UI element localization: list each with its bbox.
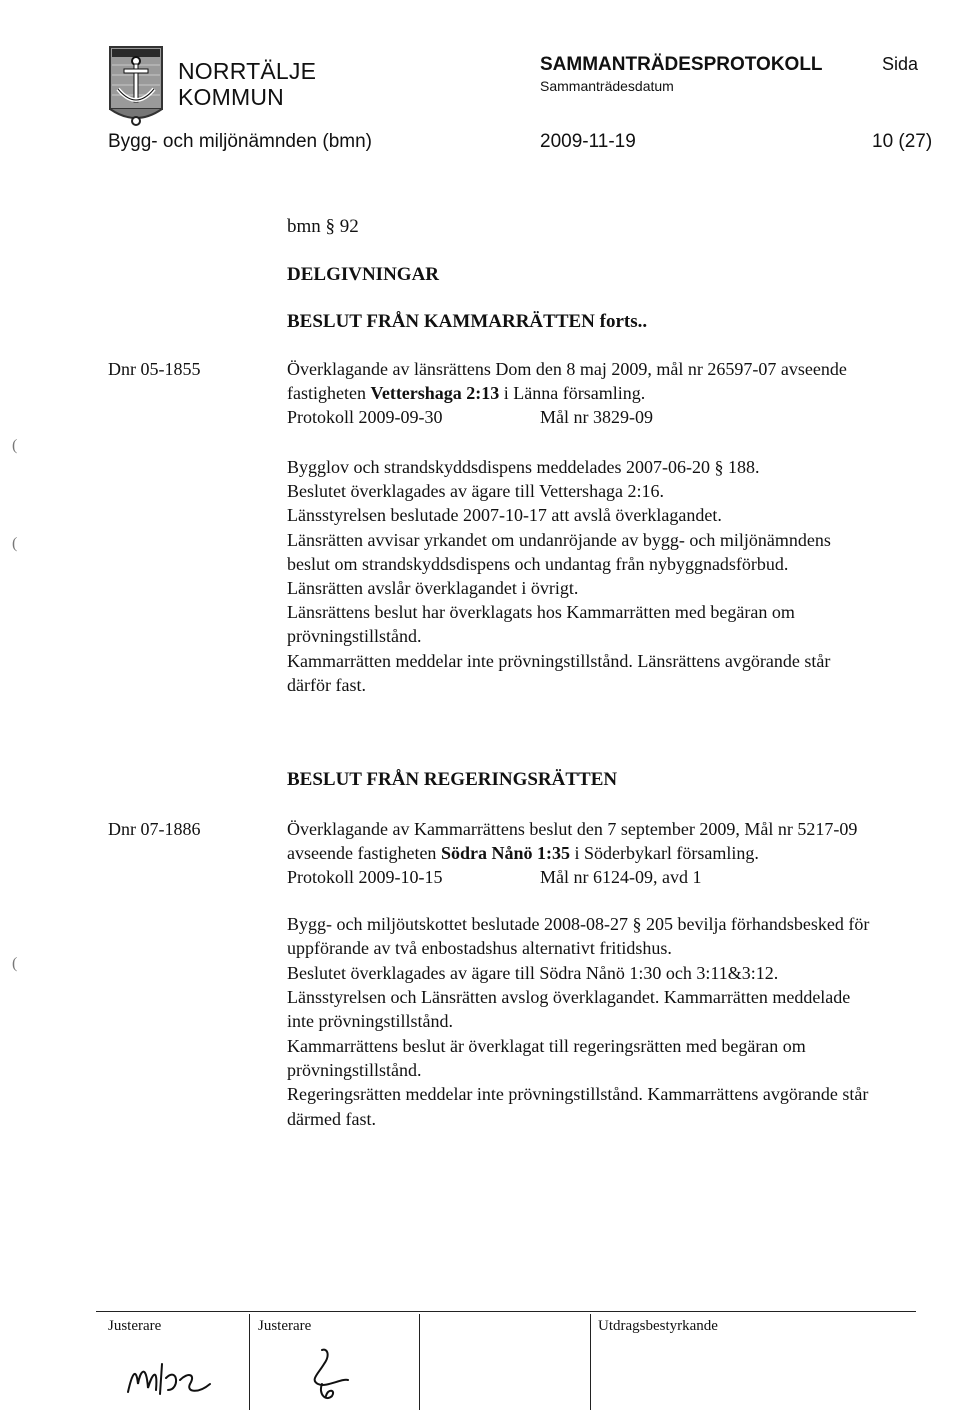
approver-label: Justerare bbox=[108, 1318, 162, 1334]
case-text-line: Beslutet överklagades av ägare till Södra Nånö 1:30 och 3:11&3:12. bbox=[287, 963, 779, 983]
case-text-line: Länsstyrelsen och Länsrätten avslog överklagandet. Kammarrätten meddelade bbox=[287, 987, 851, 1007]
case-dnr: Dnr 07-1886 bbox=[108, 819, 201, 839]
court-case-number: Mål nr 6124-09, avd 1 bbox=[540, 867, 702, 887]
case-intro-text: avseende fastigheten bbox=[287, 843, 441, 863]
page-number: 10 (27) bbox=[872, 131, 933, 152]
paragraph-reference: bmn § 92 bbox=[287, 216, 359, 237]
document-type-title: SAMMANTRÄDESPROTOKOLL bbox=[540, 54, 823, 75]
signature-icon bbox=[282, 1344, 392, 1408]
case-intro-text: i Länna församling. bbox=[499, 383, 646, 403]
margin-mark: ( bbox=[12, 437, 18, 454]
case-dnr: Dnr 05-1855 bbox=[108, 359, 201, 379]
footer-divider bbox=[96, 1311, 916, 1312]
case-text-line: Bygg- och miljöutskottet beslutade 2008-08-27 § 205 bevilja förhandsbesked för bbox=[287, 914, 870, 934]
case-text-line: därmed fast. bbox=[287, 1109, 376, 1129]
case-text-line: prövningstillstånd. bbox=[287, 1060, 422, 1080]
protocol-date: Protokoll 2009-09-30 bbox=[287, 407, 443, 427]
case-intro-line: Överklagande av länsrättens Dom den 8 maj 2009, mål nr 26597-07 avseende bbox=[287, 359, 847, 379]
court-case-number: Mål nr 3829-09 bbox=[540, 407, 653, 427]
case-text-line: därför fast. bbox=[287, 675, 366, 695]
case-intro-text: fastigheten bbox=[287, 383, 371, 403]
org-name-line2: KOMMUN bbox=[178, 84, 284, 110]
case-text-line: Kammarrätten meddelar inte prövningstillstånd. Länsrättens avgörande står bbox=[287, 651, 831, 671]
case-text-line: Bygglov och strandskyddsdispens meddelades 2007-06-20 § 188. bbox=[287, 457, 760, 477]
case-text-line: inte prövningstillstånd. bbox=[287, 1011, 453, 1031]
municipality-logo-icon bbox=[108, 45, 164, 127]
meeting-date: 2009-11-19 bbox=[540, 131, 636, 152]
section-title: BESLUT FRÅN REGERINGSRÄTTEN bbox=[287, 769, 618, 790]
footer-divider bbox=[590, 1314, 591, 1410]
case-intro-line: Överklagande av Kammarrättens beslut den 7 september 2009, Mål nr 5217-09 bbox=[287, 819, 858, 839]
property-name: Södra Nånö 1:35 bbox=[440, 843, 570, 863]
property-name: Vettershaga 2:13 bbox=[370, 383, 500, 403]
footer-divider bbox=[419, 1314, 420, 1410]
committee-name: Bygg- och miljönämnden (bmn) bbox=[108, 131, 373, 152]
case-intro-line bbox=[287, 381, 645, 405]
margin-mark: ( bbox=[12, 955, 18, 972]
meeting-date-label: Sammanträdesdatum bbox=[540, 78, 674, 94]
case-text-line: beslut om strandskyddsdispens och undantag från nybyggnadsförbud. bbox=[287, 554, 789, 574]
case-intro-text: i Söderbykarl församling. bbox=[569, 843, 759, 863]
case-text-line: Länsstyrelsen beslutade 2007-10-17 att avslå överklagandet. bbox=[287, 505, 722, 525]
protocol-date: Protokoll 2009-10-15 bbox=[287, 867, 443, 887]
approver-label: Justerare bbox=[258, 1318, 312, 1334]
signature-icon bbox=[118, 1344, 238, 1404]
page-label: Sida bbox=[882, 54, 919, 74]
certification-label: Utdragsbestyrkande bbox=[598, 1318, 718, 1334]
case-text-line: Kammarrättens beslut är överklagat till regeringsrätten med begäran om bbox=[287, 1036, 806, 1056]
footer-divider bbox=[249, 1314, 250, 1410]
case-intro-line bbox=[287, 841, 759, 865]
case-text-line: Länsrättens beslut har överklagats hos Kammarrätten med begäran om bbox=[287, 602, 795, 622]
section-title: DELGIVNINGAR bbox=[287, 264, 440, 285]
section-subtitle: BESLUT FRÅN KAMMARRÄTTEN forts.. bbox=[287, 311, 648, 332]
case-text-line: Länsrätten avvisar yrkandet om undanröjande av bygg- och miljönämndens bbox=[287, 530, 831, 550]
org-name-line1: NORRTÄLJE bbox=[178, 58, 317, 84]
case-text-line: Regeringsrätten meddelar inte prövningstillstånd. Kammarrättens avgörande står bbox=[287, 1084, 869, 1104]
case-text-line: Länsrätten avslår överklagandet i övrigt. bbox=[287, 578, 579, 598]
margin-mark: ( bbox=[12, 535, 18, 552]
case-text-line: prövningstillstånd. bbox=[287, 626, 422, 646]
case-text-line: Beslutet överklagades av ägare till Vettershaga 2:16. bbox=[287, 481, 665, 501]
case-text-line: uppförande av två enbostadshus alternativt fritidshus. bbox=[287, 938, 672, 958]
